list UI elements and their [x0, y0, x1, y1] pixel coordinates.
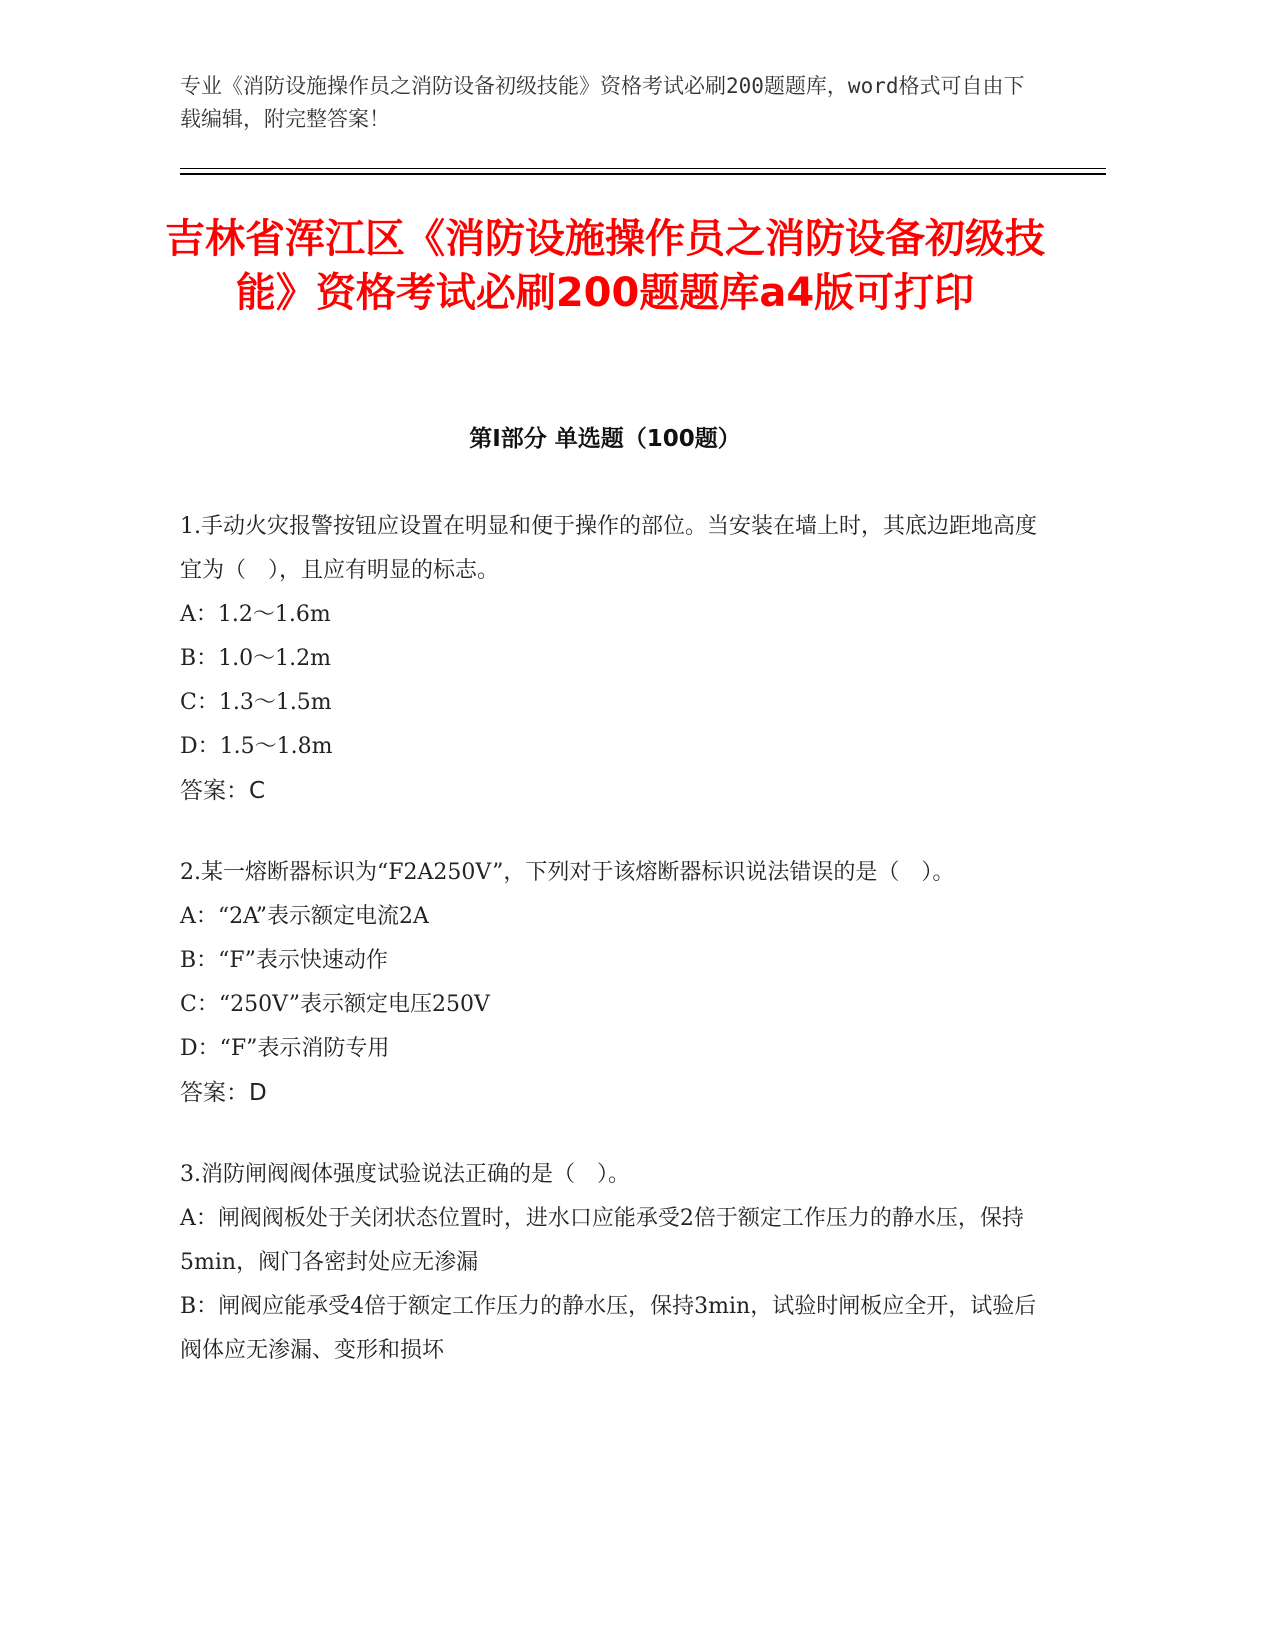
- question-option-b: B：1.0～1.2m: [180, 646, 332, 671]
- question-stem: 2.某一熔断器标识为“F2A250V”，下列对于该熔断器标识说法错误的是（ ）。: [180, 860, 955, 885]
- question-list: [180, 505, 1040, 1411]
- header-note: 专业《消防设施操作员之消防设备初级技能》资格考试必刷200题题库，word格式可自由下载编辑，附完整答案！: [180, 74, 1025, 131]
- question-option-c: C：“250V”表示额定电压250V: [180, 992, 490, 1017]
- question-option-d: D：“F”表示消防专用: [180, 1036, 390, 1061]
- question-answer: 答案：D: [180, 1080, 267, 1106]
- question-item: [180, 505, 1040, 813]
- page-title: 吉林省浑江区《消防设施操作员之消防设备初级技能》资格考试必刷200题题库a4版可打印: [165, 216, 1045, 316]
- question-option-a: A：1.2～1.6m: [180, 602, 331, 627]
- question-option-a: A：“2A”表示额定电流2A: [180, 904, 429, 929]
- question-option-b: B：闸阀应能承受4倍于额定工作压力的静水压，保持3min，试验时闸板应全开，试验后阀体应无渗漏、变形和损坏: [180, 1294, 1037, 1363]
- question-item: [180, 1153, 1040, 1373]
- question-option-c: C：1.3～1.5m: [180, 690, 332, 715]
- header-divider-thin: [180, 168, 1106, 169]
- question-stem: 1.手动火灾报警按钮应设置在明显和便于操作的部位。当安装在墙上时，其底边距地高度宜为（ ），且应有明显的标志。: [180, 514, 1037, 583]
- header-divider-thick: [180, 173, 1106, 175]
- question-option-b: B：“F”表示快速动作: [180, 948, 388, 973]
- question-option-a: A：闸阀阀板处于关闭状态位置时，进水口应能承受2倍于额定工作压力的静水压，保持5min，阀门各密封处应无渗漏: [180, 1206, 1024, 1275]
- question-item: [180, 851, 1040, 1115]
- question-stem: 3.消防闸阀阀体强度试验说法正确的是（ ）。: [180, 1162, 630, 1187]
- section-heading: 第Ⅰ部分 单选题（100题）: [469, 426, 741, 452]
- question-answer: 答案：C: [180, 778, 266, 804]
- question-option-d: D：1.5～1.8m: [180, 734, 333, 759]
